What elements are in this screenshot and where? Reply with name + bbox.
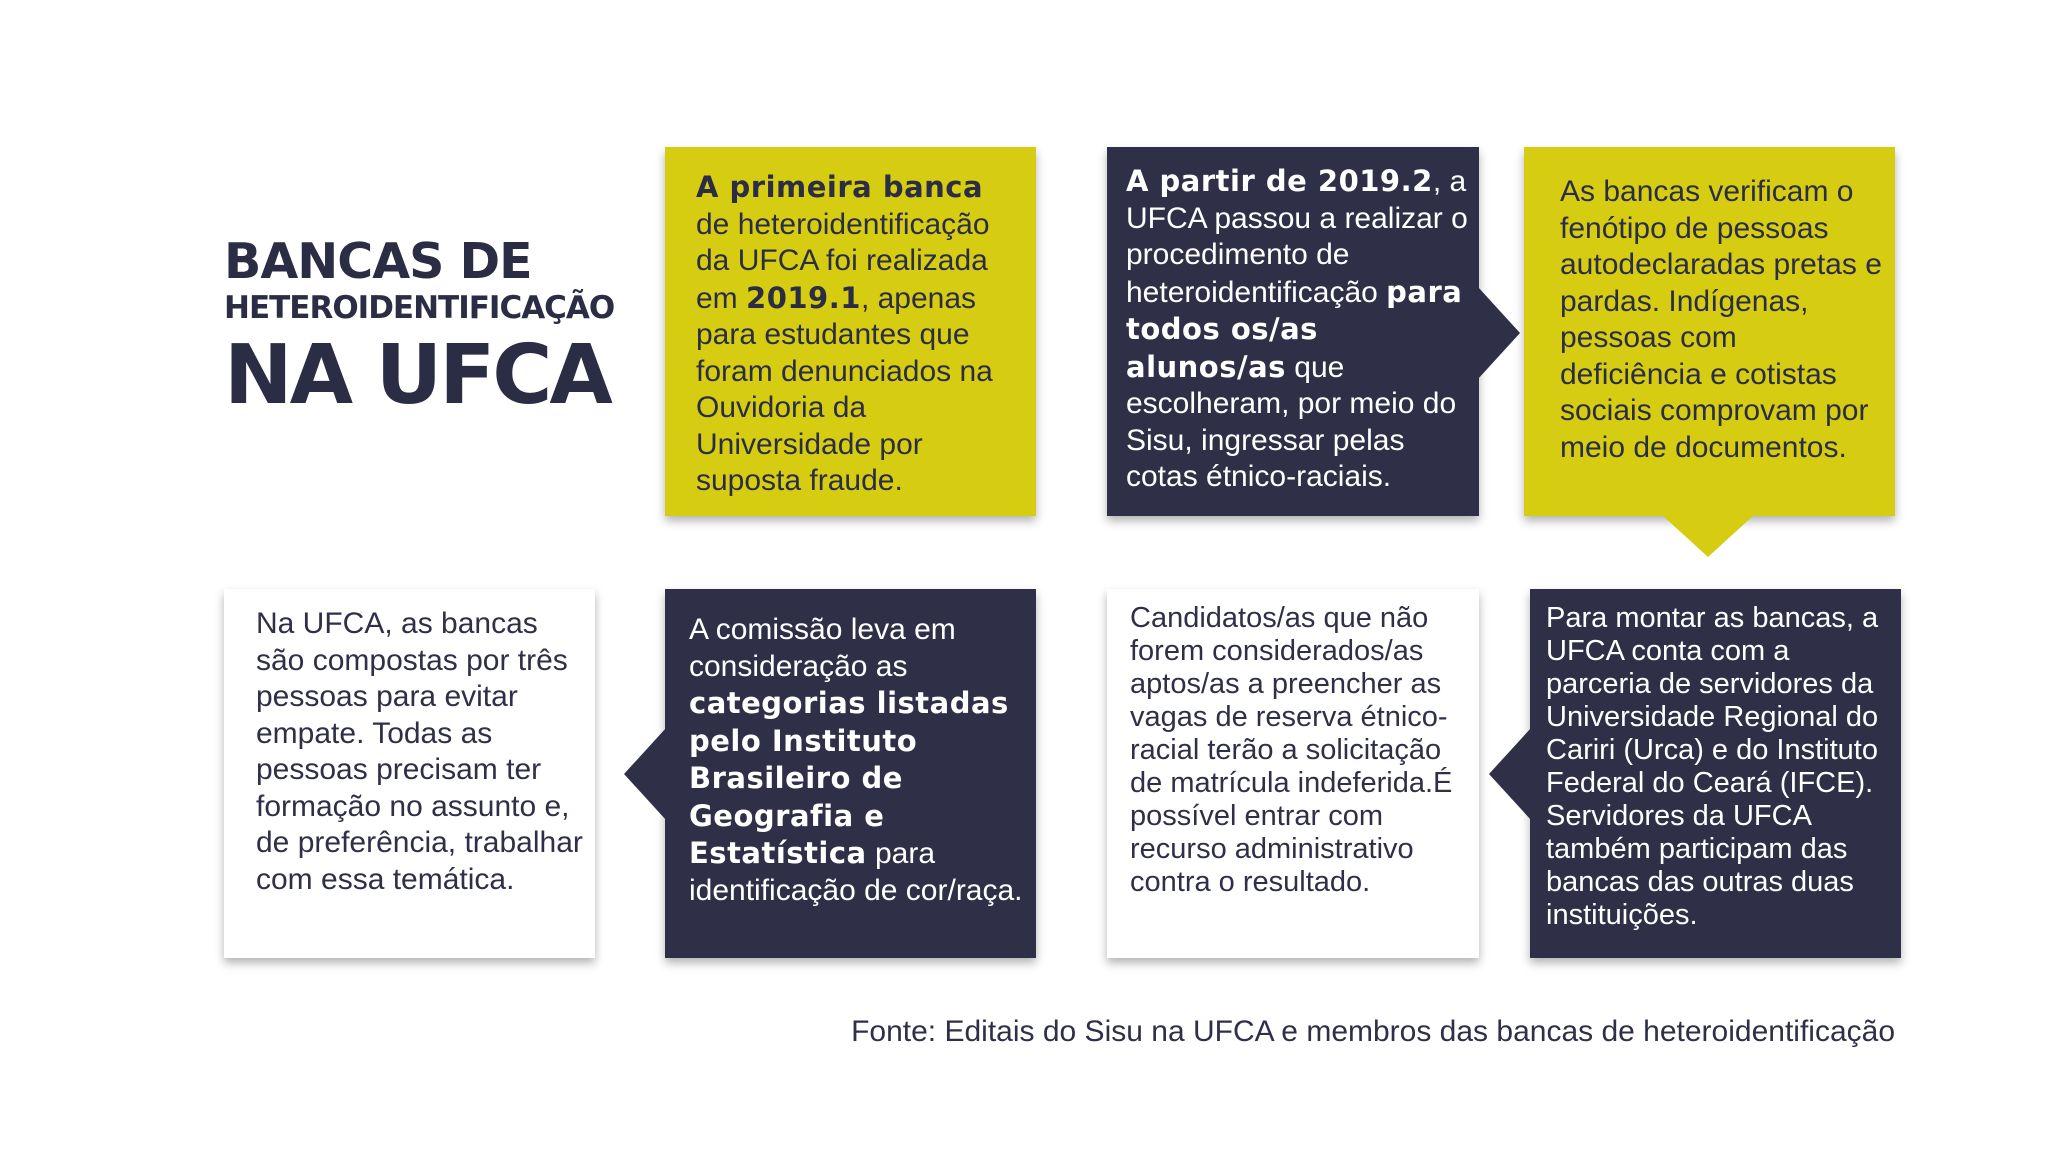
title-line-2: HETEROIDENTIFICAÇÃO: [224, 290, 615, 326]
box-text-bold: A partir de 2019.2: [1126, 164, 1433, 198]
arrow-left-connector: [624, 728, 666, 820]
box-composicao-bancas: [224, 589, 595, 958]
box-candidatos-inaptos: [1107, 589, 1479, 958]
box-text-bold: para todos os/as alunos/as: [1126, 274, 1463, 384]
infographic-title: [224, 233, 615, 424]
title-line-3: NA UFCA: [224, 328, 610, 423]
source-caption: Fonte: Editais do Sisu na UFCA e membros das bancas de heteroidentificação: [851, 1015, 1895, 1048]
arrow-right-connector: [1478, 287, 1520, 379]
box-parceria-servidores: [1530, 589, 1901, 958]
box-text-bold: categorias listadas pelo Instituto Brasileiro de Geografia e Estatística: [689, 686, 1009, 870]
box-bancas-verificam: [1524, 147, 1895, 516]
box-primeira-banca-text: [696, 169, 1011, 500]
box-comissao-ibge-text: [689, 612, 1028, 909]
box-primeira-banca: [665, 147, 1036, 516]
box-candidatos-inaptos-text: Candidatos/as que não forem considerados/as aptos/as a preencher as vagas de reserva étnico-racial terão a solicitação de matrícula indeferida.É possível entrar com recurso administrativo contra o resultado.: [1130, 602, 1453, 898]
box-a-partir-2019-2-text: [1126, 163, 1471, 496]
box-text: de heteroidentificação da UFCA foi realizada em: [696, 207, 990, 315]
box-text: , a UFCA passou a realizar o procedimento de heteroidentificação: [1126, 165, 1468, 309]
box-text-bold: 2019.1: [746, 280, 861, 315]
box-bancas-verificam-text: As bancas verificam o fenótipo de pessoas autodeclaradas pretas e pardas. Indígenas, pessoas com deficiência e cotistas sociais comprovam por meio de documentos.: [1560, 175, 1882, 464]
box-text: para identificação de cor/raça.: [689, 837, 1023, 907]
box-text: , apenas para estudantes que foram denunciados na Ouvidoria da Universidade por suposta fraude.: [696, 281, 993, 497]
arrow-left-connector: [1489, 728, 1531, 820]
box-text: A comissão leva em consideração as: [689, 613, 956, 683]
box-comissao-ibge: [665, 589, 1036, 958]
box-text-bold: A primeira banca: [696, 170, 984, 204]
title-line-1: BANCAS DE: [224, 233, 532, 290]
box-composicao-bancas-text: Na UFCA, as bancas são compostas por três pessoas para evitar empate. Todas as pessoas precisam ter formação no assunto e, de preferência, trabalhar com essa temática.: [256, 607, 583, 896]
box-text: que escolheram, por meio do Sisu, ingressar pelas cotas étnico-raciais.: [1126, 350, 1457, 493]
box-a-partir-2019-2: [1107, 147, 1479, 516]
arrow-down-connector: [1662, 515, 1754, 557]
box-parceria-servidores-text: Para montar as bancas, a UFCA conta com a parceria de servidores da Universidade Regional do Cariri (Urca) e do Instituto Federal do Ceará (IFCE). Servidores da UFCA também participam das bancas das outras duas instituições.: [1546, 602, 1879, 931]
